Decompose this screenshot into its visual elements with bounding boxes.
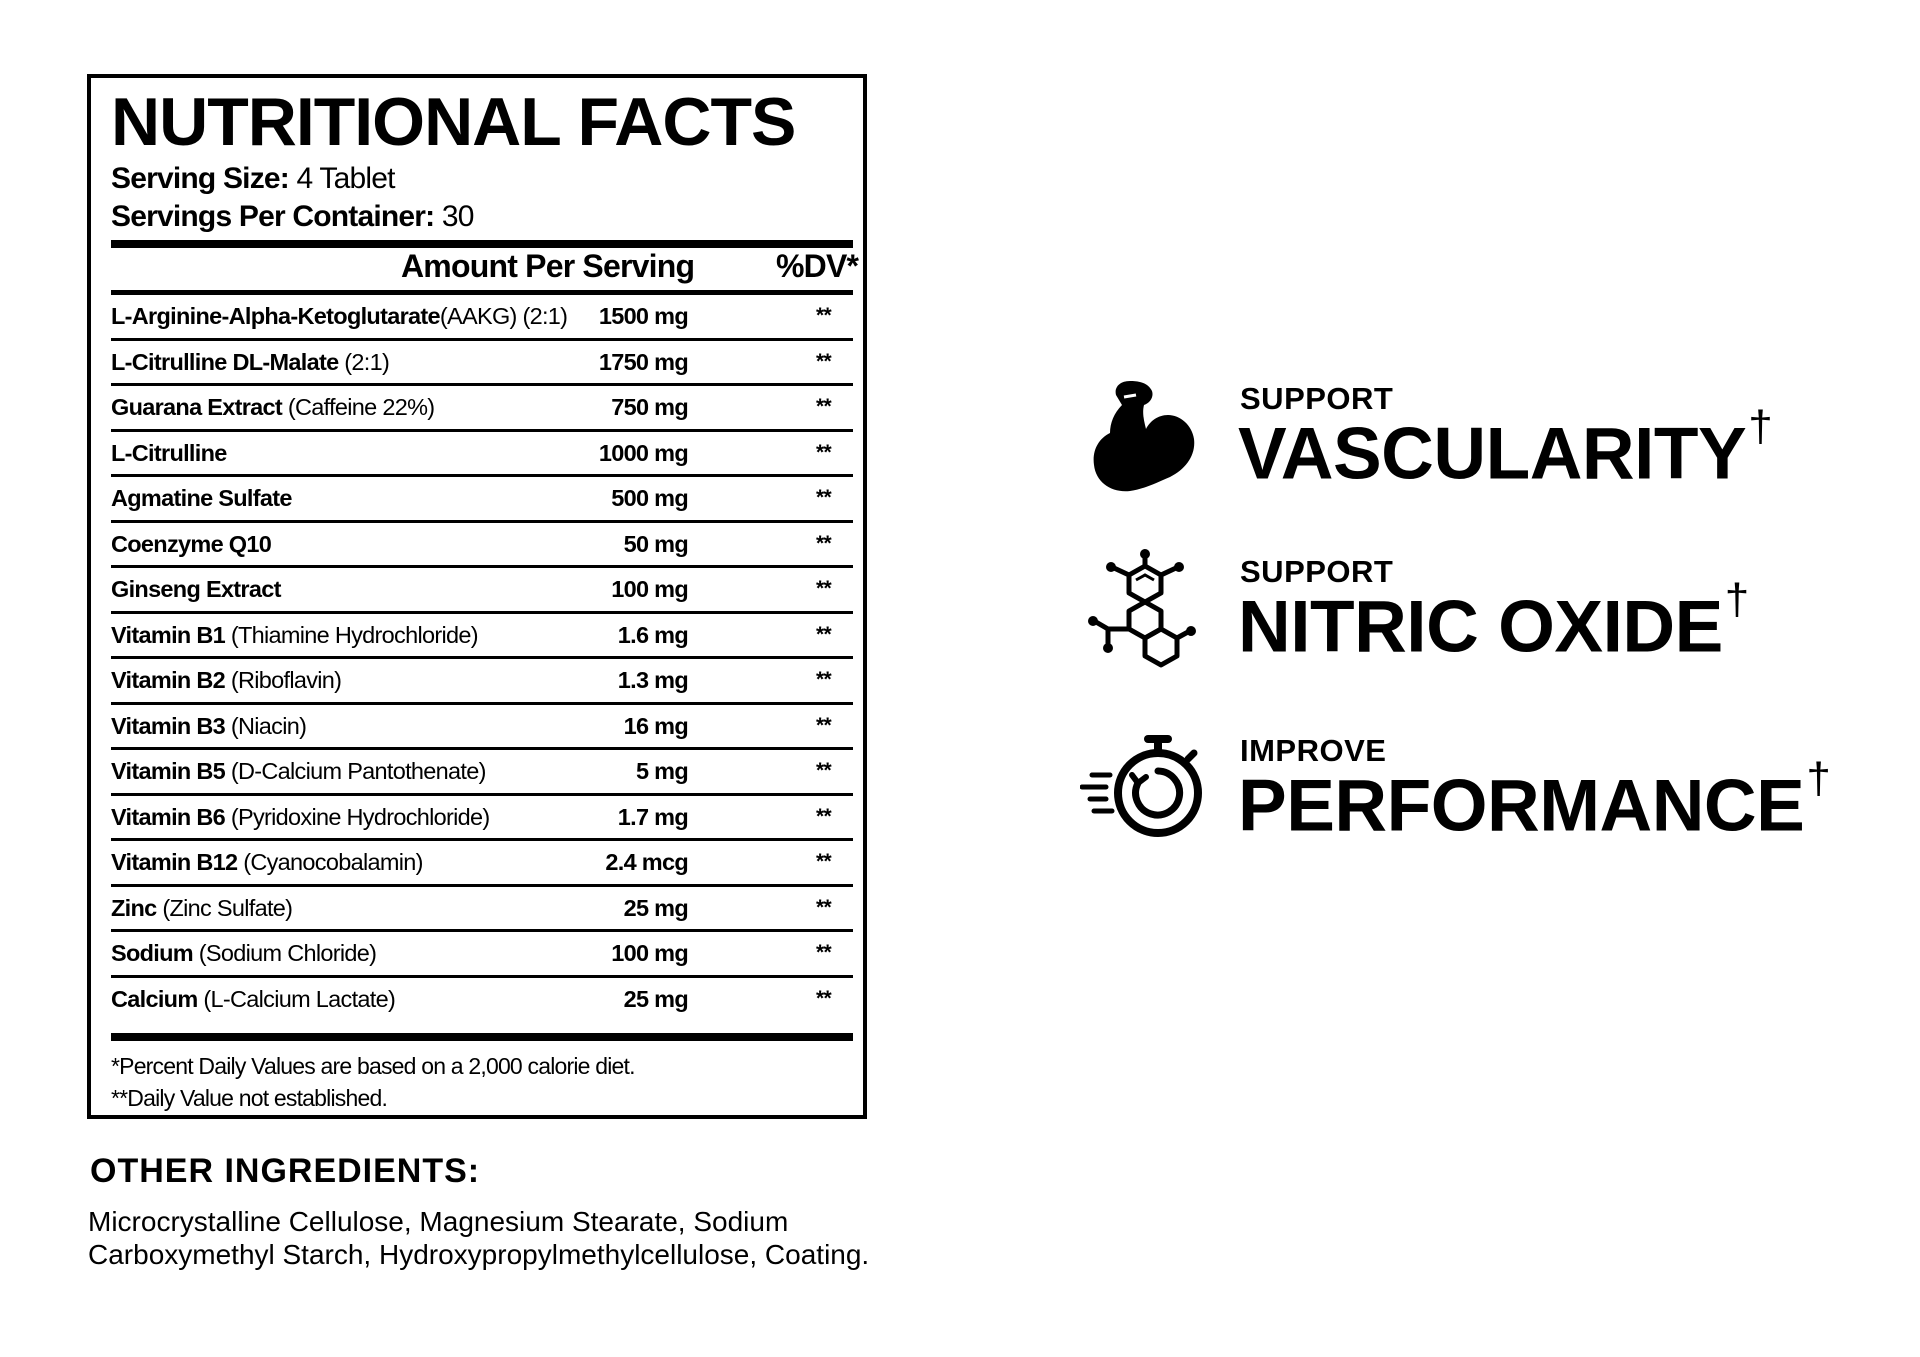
footer-divider (111, 1033, 853, 1041)
nutrient-name-bold: L-Citrulline DL-Malate (111, 348, 339, 375)
nutrient-row (111, 568, 853, 614)
nutrient-dv: ** (816, 850, 831, 873)
nutrient-name (111, 804, 490, 831)
nutrient-dv: ** (816, 668, 831, 691)
nutrient-dv: ** (816, 577, 831, 600)
nutrient-row (111, 614, 853, 660)
amount-column-header: Amount Per Serving (401, 248, 695, 284)
nutrient-name (111, 303, 567, 330)
nutrient-name (111, 895, 292, 922)
nutrient-name-bold: Zinc (111, 894, 157, 921)
nutrient-amount: 1000 mg (598, 439, 688, 466)
serving-size-label: Serving Size: (111, 162, 289, 195)
nutrient-name-detail: (2:1) (338, 348, 390, 375)
nutrient-name-detail: (Caffeine 22%) (282, 394, 435, 420)
nutrient-name-detail: (Niacin) (225, 712, 307, 739)
nutrient-amount: 5 mg (635, 758, 688, 784)
other-ingredients-heading: OTHER INGREDIENTS: (90, 1152, 481, 1190)
nutrient-dv: ** (816, 622, 831, 646)
dagger-mark: † (1748, 402, 1773, 451)
nutrient-name-bold: Calcium (111, 985, 198, 1012)
nutrient-name-bold: Vitamin B5 (111, 758, 226, 784)
benefit-big-label: PERFORMANCE† (1238, 754, 1831, 847)
benefit-nitric-oxide (1080, 548, 1860, 688)
nutrient-name (111, 667, 341, 694)
nutrient-row (111, 796, 853, 842)
nutrient-name-bold: Agmatine Sulfate (111, 485, 292, 511)
nutrient-amount: 1.3 mg (617, 667, 688, 693)
nutrient-name-detail: (AAKG) (2:1) (439, 303, 568, 329)
nutrient-name-bold: L-Arginine-Alpha-Ketoglutarate (111, 303, 440, 329)
stopwatch-icon (1080, 727, 1210, 857)
nutrient-row (111, 750, 853, 796)
serving-size-value: 4 Tablet (296, 162, 395, 195)
nutrient-name-bold: L-Citrulline (111, 439, 227, 466)
dv-column-header: %DV* (776, 248, 859, 284)
panel-title: NUTRITIONAL FACTS (111, 84, 796, 160)
nutrient-amount: 50 mg (623, 530, 688, 557)
nutrient-row (111, 659, 853, 705)
benefit-small-label: SUPPORT (1240, 381, 1394, 416)
nutrient-amount: 1500 mg (598, 303, 688, 329)
header-divider (111, 240, 853, 248)
nutrient-name (111, 986, 395, 1013)
nutrient-row (111, 386, 853, 432)
nutrient-name-detail: (D-Calcium Pantothenate) (225, 758, 486, 784)
nutrient-name-bold: Ginseng Extract (111, 576, 281, 602)
nutrient-dv: ** (816, 440, 831, 464)
nutrient-name (111, 622, 478, 649)
serving-size (111, 162, 395, 195)
nutrient-amount: 2.4 mcg (605, 849, 688, 875)
nutrient-amount: 100 mg (611, 576, 688, 602)
nutrient-dv: ** (816, 304, 831, 327)
nutrient-name-detail: (L-Calcium Lactate) (197, 985, 396, 1012)
benefit-big-label: NITRIC OXIDE† (1238, 575, 1749, 668)
nutrient-name (111, 531, 271, 558)
nutrient-name (111, 485, 292, 512)
nutrient-name (111, 849, 423, 876)
nutrient-row (111, 841, 853, 887)
nutrient-amount: 25 mg (623, 985, 688, 1012)
benefit-small-label: IMPROVE (1240, 733, 1387, 768)
nutrient-row (111, 887, 853, 933)
nutrient-name (111, 576, 281, 603)
other-ingredients-text: Microcrystalline Cellulose, Magnesium Stearate, Sodium Carboxymethyl Starch, Hydroxypropylmethylcellulose, Coating. (88, 1206, 870, 1270)
nutrient-table (111, 295, 853, 1020)
nutrient-row (111, 978, 853, 1021)
nutrient-name-detail: (Zinc Sulfate) (156, 894, 293, 921)
nutrient-amount: 1750 mg (598, 348, 688, 375)
nutrient-name (111, 758, 486, 785)
benefit-small-label: SUPPORT (1240, 554, 1394, 589)
nutrient-name-bold: Vitamin B1 (111, 621, 226, 648)
nutrient-amount: 1.6 mg (617, 621, 688, 648)
nutrient-row (111, 295, 853, 341)
nutrient-name-detail: (Sodium Chloride) (192, 940, 377, 966)
nutrient-row (111, 705, 853, 751)
servings-per-container-label: Servings Per Container: (111, 200, 435, 233)
nutrient-dv: ** (816, 895, 831, 919)
benefit-big-label: VASCULARITY† (1238, 402, 1773, 495)
nutrient-dv: ** (816, 531, 831, 555)
servings-per-container (111, 200, 474, 233)
nutrient-name-bold: Coenzyme Q10 (111, 530, 272, 557)
nutrient-name (111, 349, 389, 376)
nutrient-name-detail: (Riboflavin) (225, 667, 342, 693)
nutrient-dv: ** (816, 486, 831, 509)
nutrient-dv: ** (816, 395, 831, 418)
nutrient-dv: ** (816, 941, 831, 964)
molecule-icon (1080, 548, 1210, 678)
nutrient-name-bold: Vitamin B2 (111, 667, 226, 693)
nutrient-amount: 25 mg (623, 894, 688, 921)
dagger-mark: † (1724, 575, 1749, 624)
dagger-mark: † (1806, 754, 1831, 803)
nutrient-amount: 1.7 mg (617, 803, 688, 830)
footnote-not-established: **Daily Value not established. (111, 1085, 388, 1111)
nutrient-dv: ** (816, 986, 831, 1010)
nutrient-row (111, 341, 853, 387)
nutrient-amount: 500 mg (611, 485, 688, 511)
nutrient-dv: ** (816, 713, 831, 737)
nutrient-name (111, 940, 376, 967)
nutrient-name-detail: (Thiamine Hydrochloride) (225, 621, 478, 648)
nutrient-amount: 100 mg (611, 940, 688, 966)
nutrient-row (111, 477, 853, 523)
servings-per-container-value: 30 (441, 200, 474, 233)
nutrient-dv: ** (816, 349, 831, 373)
nutrient-amount: 16 mg (623, 712, 688, 739)
nutrient-name-bold: Sodium (111, 940, 193, 966)
nutrient-name-detail: (Cyanocobalamin) (237, 849, 423, 875)
nutrient-row (111, 932, 853, 978)
benefit-vascularity (1080, 375, 1860, 515)
nutrient-dv: ** (816, 804, 831, 828)
nutrition-facts-panel (87, 74, 867, 1119)
nutrient-name (111, 713, 306, 740)
nutrient-name (111, 440, 227, 467)
nutrient-amount: 750 mg (611, 394, 688, 420)
flexed-arm-icon (1080, 375, 1210, 505)
benefit-performance (1080, 727, 1860, 867)
footnote-daily-values: *Percent Daily Values are based on a 2,000 calorie diet. (111, 1053, 635, 1079)
nutrient-row (111, 432, 853, 478)
nutrient-name-bold: Guarana Extract (111, 394, 283, 420)
nutrient-name-bold: Vitamin B12 (111, 849, 238, 875)
nutrient-name (111, 394, 434, 421)
nutrient-name-bold: Vitamin B6 (111, 803, 226, 830)
nutrient-name-detail: (Pyridoxine Hydrochloride) (225, 803, 490, 830)
nutrient-name-bold: Vitamin B3 (111, 712, 226, 739)
nutrient-dv: ** (816, 759, 831, 782)
nutrient-row (111, 523, 853, 569)
